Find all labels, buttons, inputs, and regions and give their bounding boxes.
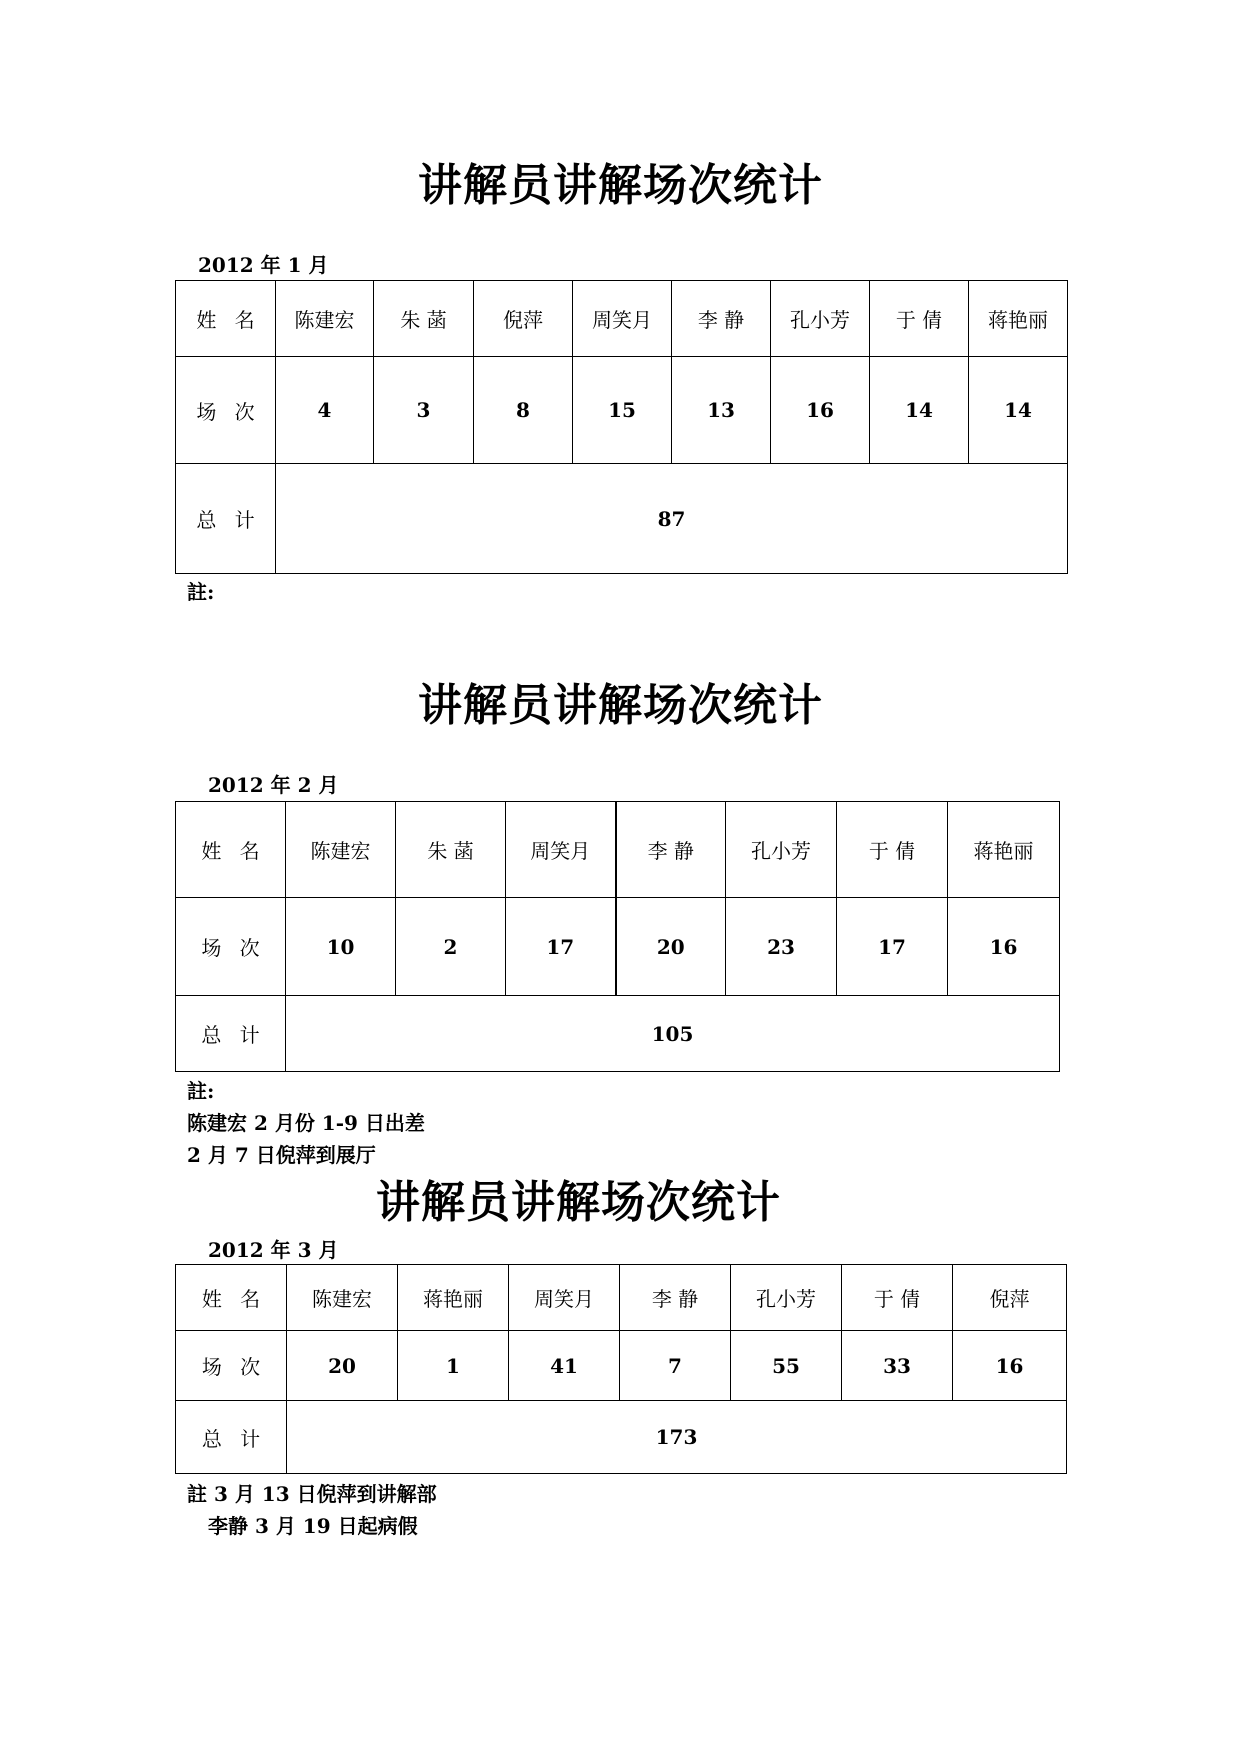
section-2-note: 2 月 7 日倪萍到展厅 xyxy=(187,1143,376,1167)
total-value: 173 xyxy=(287,1401,1067,1474)
count-cell: 4 xyxy=(276,357,374,464)
name-cell: 朱 菡 xyxy=(374,281,474,357)
name-row xyxy=(176,802,1060,898)
section-2-month: 2012 年 2 月 xyxy=(208,773,339,797)
count-cell: 17 xyxy=(506,898,616,996)
count-cell: 16 xyxy=(953,1331,1067,1401)
name-cell: 于 倩 xyxy=(870,281,969,357)
name-cell: 孔小芳 xyxy=(771,281,870,357)
name-cell: 李 静 xyxy=(616,802,726,898)
count-cell: 16 xyxy=(948,898,1060,996)
section-2-note: 陈建宏 2 月份 1-9 日出差 xyxy=(187,1111,425,1135)
count-cell: 55 xyxy=(731,1331,842,1401)
count-cell: 15 xyxy=(573,357,672,464)
count-row xyxy=(176,357,1068,464)
total-value: 105 xyxy=(286,996,1060,1072)
name-cell: 陈建宏 xyxy=(287,1265,398,1331)
row-label-count: 场 次 xyxy=(176,357,276,464)
count-cell: 13 xyxy=(672,357,771,464)
count-cell: 10 xyxy=(286,898,396,996)
section-3-title: 讲解员讲解场次统计 xyxy=(376,1177,781,1228)
section-2-table xyxy=(175,801,1060,1072)
row-label-total: 总 计 xyxy=(176,996,286,1072)
name-cell: 蒋艳丽 xyxy=(969,281,1068,357)
name-cell: 于 倩 xyxy=(842,1265,953,1331)
section-3-table xyxy=(175,1264,1067,1474)
count-cell: 17 xyxy=(837,898,948,996)
count-cell: 14 xyxy=(969,357,1068,464)
section-2-note: 註: xyxy=(187,1079,215,1103)
name-cell: 孔小芳 xyxy=(726,802,837,898)
count-cell: 1 xyxy=(398,1331,509,1401)
row-label-name: 姓 名 xyxy=(176,802,286,898)
count-cell: 8 xyxy=(474,357,573,464)
total-row xyxy=(176,464,1068,574)
count-cell: 33 xyxy=(842,1331,953,1401)
count-cell: 41 xyxy=(509,1331,620,1401)
row-label-name: 姓 名 xyxy=(176,281,276,357)
name-cell: 周笑月 xyxy=(506,802,616,898)
count-cell: 3 xyxy=(374,357,474,464)
name-cell: 陈建宏 xyxy=(286,802,396,898)
count-cell: 20 xyxy=(616,898,726,996)
name-cell: 倪萍 xyxy=(953,1265,1067,1331)
name-cell: 周笑月 xyxy=(573,281,672,357)
count-cell: 7 xyxy=(620,1331,731,1401)
name-cell: 孔小芳 xyxy=(731,1265,842,1331)
name-cell: 蒋艳丽 xyxy=(398,1265,509,1331)
row-label-total: 总 计 xyxy=(176,1401,287,1474)
total-row xyxy=(176,996,1060,1072)
count-row xyxy=(176,898,1060,996)
count-cell: 16 xyxy=(771,357,870,464)
name-row xyxy=(176,1265,1067,1331)
total-value: 87 xyxy=(276,464,1068,574)
row-label-count: 场 次 xyxy=(176,898,286,996)
name-row xyxy=(176,281,1068,357)
name-cell: 李 静 xyxy=(672,281,771,357)
name-cell: 蒋艳丽 xyxy=(948,802,1060,898)
section-3-month: 2012 年 3 月 xyxy=(208,1238,339,1262)
name-cell: 周笑月 xyxy=(509,1265,620,1331)
section-2-title: 讲解员讲解场次统计 xyxy=(418,680,823,731)
count-cell: 20 xyxy=(287,1331,398,1401)
name-cell: 朱 菡 xyxy=(396,802,506,898)
total-row xyxy=(176,1401,1067,1474)
name-cell: 陈建宏 xyxy=(276,281,374,357)
name-cell: 于 倩 xyxy=(837,802,948,898)
name-cell: 李 静 xyxy=(620,1265,731,1331)
count-cell: 14 xyxy=(870,357,969,464)
row-label-total: 总 计 xyxy=(176,464,276,574)
name-cell: 倪萍 xyxy=(474,281,573,357)
section-1-table xyxy=(175,280,1068,574)
count-cell: 2 xyxy=(396,898,506,996)
row-label-name: 姓 名 xyxy=(176,1265,287,1331)
section-3-note: 李静 3 月 19 日起病假 xyxy=(208,1514,418,1538)
section-1-note: 註: xyxy=(187,580,215,604)
count-cell: 23 xyxy=(726,898,837,996)
section-1-month: 2012 年 1 月 xyxy=(198,253,329,277)
count-row xyxy=(176,1331,1067,1401)
row-label-count: 场 次 xyxy=(176,1331,287,1401)
section-1-title: 讲解员讲解场次统计 xyxy=(418,160,823,211)
section-3-note: 註 3 月 13 日倪萍到讲解部 xyxy=(187,1482,437,1506)
